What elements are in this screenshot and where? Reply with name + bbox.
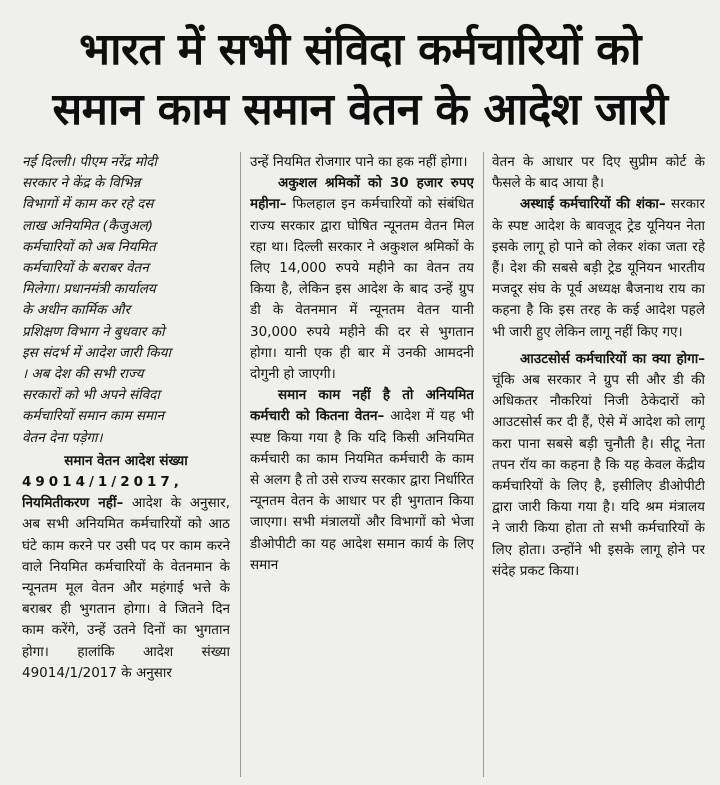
intro-line: सरकार ने केंद्र के विभिन्न [22,175,141,192]
intro-line: कर्मचारियों को अब नियमित [22,238,156,255]
intro-line: वेतन देना पड़ेगा। [22,429,103,446]
intro-line: । अब देश की सभी राज्य [22,366,144,383]
paragraph-unskilled-wage [250,173,474,385]
unskilled-wage-body: फिलहाल इन कर्मचारियों को संबंधित राज्य सरकार द्वारा घोषित न्यूनतम वेतन मिल रहा था। दिल्ली सरकार ने अकुशल श्रमिकों के लिए 14,000 रुपये महीने का वेतन तय किया है, लेकिन इस आदेश के बाद उन्हें ग्रुप डी के वेतनमान में न्यूनतम वेतन यानी 30,000 रुपये महीने की दर से भुगतान होगा। यानी एक ही बार में उनकी आमदनी दोगुनी हो जाएगी। [250,196,474,383]
outsourced-body: चूंकि अब सरकार ने ग्रुप सी और डी की अधिकतर नौकरियां निजी ठेकेदारों को आउटसोर्स कर दी हैं, ऐसे में आदेश को लागू करा पाना सबसे बड़ी चुनौती है। सीटू नेता तपन रॉय का कहना है कि यह केवल केंद्रीय कर्मचारियों के लिए है, इसीलिए डीओपीटी द्वारा जारी किया गया है। यदि श्रम मंत्रालय ने जारी किया होता तो सभी कर्मचारियों के लिए होता। उन्होंने भी इसके लागू होने पर संदेह प्रकट किया। [492,372,705,579]
continuation-paragraph: वेतन के आधार पर दिए सुप्रीम कोर्ट के फैसले के बाद आया है। [492,154,705,192]
intro-line: के अधीन कार्मिक और [22,302,130,319]
subheading-order-number: समान वेतन आदेश संख्या [64,452,188,469]
regularization-body: आदेश के अनुसार, अब सभी अनियमित कर्मचारियों को आठ घंटे काम करने पर उसी पद पर काम करने वाले नियमित कर्मचारियों के वेतनमान के न्यूनतम मूल वेतन और महंगाई भत्ते के बराबर ही भुगतान होगा। वे जितने दिन काम करेंगे, उन्हें उतने दिनों का भुगतान होगा। हालांकि आदेश संख्या 49014/1/2017 के अनुसार [22,495,230,681]
intro-line: लाख अनियमित (कैजुअल) [22,217,154,234]
unequal-work-body: आदेश में यह भी स्पष्ट किया गया है कि यदि किसी अनियमित कर्मचारी का काम नियमित कर्मचारी के काम से अलग है तो उसे राज्य सरकार द्वारा निर्धारित न्यूनतम वेतन के आधार पर ही भुगतान किया जाएगा। सभी मंत्रालयों और विभागों को भेजा डीओपीटी का यह आदेश समान कार्य के लिए समान [250,408,474,573]
intro-line: नई दिल्ली। पीएम नरेंद्र मोदी [22,154,157,170]
subheading-unequal-work: समान काम नहीं है तो अनियमित कर्मचारी को कितना वेतन– [250,387,474,425]
headline-line-2: समान काम समान वेतन के आदेश जारी [52,84,668,135]
temporary-doubt-body: सरकार के स्पष्ट आदेश के बावजूद ट्रेड यूनियन नेता इसके लागू हो पाने को लेकर शंका जता रहे हैं। देश की सबसे बड़ी ट्रेड यूनियन भारतीय मजदूर संघ के पूर्व अध्यक्ष बैजनाथ राय का कहना है कि इस तरह के कई आदेश पहले भी जारी हुए लेकिन लागू नहीं किए गए। [492,196,705,340]
column-3 [492,152,705,782]
paragraph-unequal-work [250,385,474,576]
headline-line-1: भारत में सभी संविदा कर्मचारियों को [79,24,641,75]
headline [0,20,720,140]
paragraph-regularization [22,493,230,684]
intro-line: प्रशिक्षण विभाग ने बुधवार को [22,323,165,340]
column-divider [240,152,241,777]
intro-line: सरकारों को भी अपने संविदा [22,387,160,404]
subheading-temporary-doubt: अस्थाई कर्मचारियों की शंका– [520,196,666,213]
subheading-regularization: नियमितीकरण नहीं– [22,495,124,512]
intro-paragraph [22,152,230,449]
column-divider [483,152,484,777]
paragraph-temporary-doubt [492,194,705,342]
continuation-paragraph: उन्हें नियमित रोजगार पाने का हक नहीं होगा। [250,154,468,170]
intro-line: कर्मचारियों समान काम समान [22,408,165,425]
subheading-outsourced: आउटसोर्स कर्मचारियों का क्या होगा– [520,350,705,367]
column-2 [250,152,474,782]
intro-line: इस संदर्भ में आदेश जारी किया [22,344,171,361]
subheading-unskilled-wage: अकुशल श्रमिकों को 30 हजार रुपए महीना– [250,175,474,213]
order-number: 49014/1/2017, [22,474,183,491]
intro-line: विभागों में काम कर रहे दस [22,196,154,213]
column-1 [22,152,230,782]
paragraph-outsourced [492,349,705,582]
intro-line: मिलेगा। प्रधानमंत्री कार्यालय [22,281,156,298]
intro-line: कर्मचारियों के बराबर वेतन [22,260,149,277]
